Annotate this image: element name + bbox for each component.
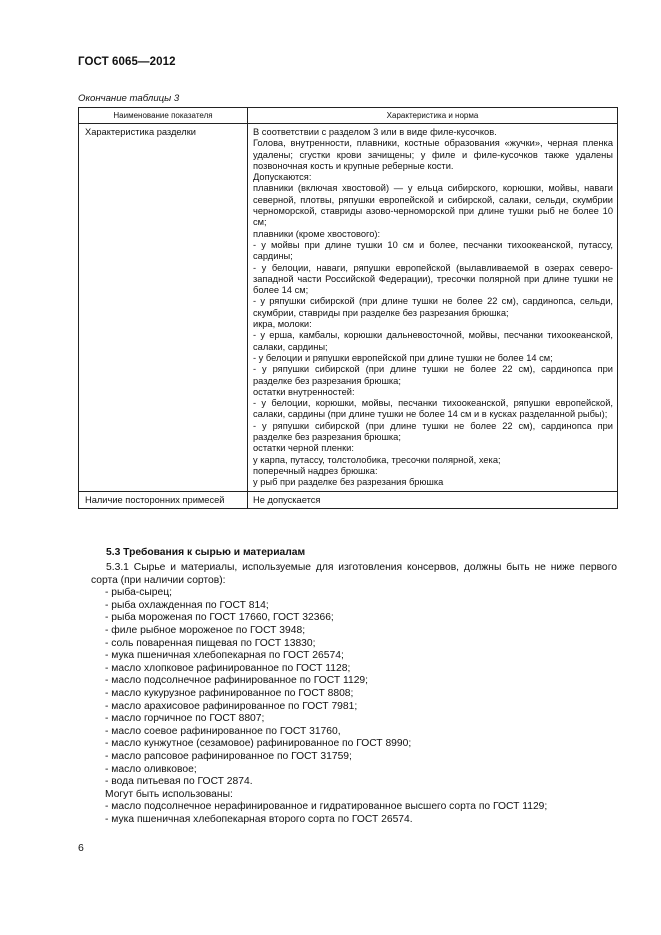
value-line: поперечный надрез брюшка: — [253, 465, 378, 476]
column-header-indicator: Наименование показателя — [79, 108, 248, 124]
characteristics-table — [78, 107, 618, 509]
list-item: - масло арахисовое рафинированное по ГОСТ 7981; — [105, 700, 358, 712]
row-name-impurities: Наличие посторонних примесей — [79, 491, 248, 508]
list-item: - масло кукурузное рафинированное по ГОСТ 8808; — [105, 687, 354, 699]
table-header-row — [79, 108, 618, 124]
row-value-cutting — [248, 124, 618, 492]
value-line: остатки черной пленки: — [253, 443, 354, 454]
value-line: плавники (включая хвостовой) — у ельца сибирского, корюшки, мойвы, наваги северной, плотвы, ряпушки европейской и сибирской, салаки, сельди, скумбрии черноморской, ставриды азово-черноморской при длине тушки рыб не более 10 см; — [253, 183, 613, 228]
document-code: ГОСТ 6065—2012 — [78, 56, 176, 68]
list-item: - рыба-сырец; — [105, 587, 172, 599]
list-item: - масло оливковое; — [105, 763, 197, 775]
value-line: икра, молоки: — [253, 319, 312, 330]
list-item: - масло подсолнечное рафинированное по ГОСТ 1129; — [105, 675, 369, 687]
value-line: В соответствии с разделом 3 или в виде филе-кусочков. — [253, 127, 497, 137]
value-line: плавники (кроме хвостового): — [253, 228, 381, 239]
column-header-norm: Характеристика и норма — [248, 108, 618, 124]
section-title: 5.3 Требования к сырью и материалам — [106, 547, 306, 558]
value-line: - у ряпушки сибирской (при длине тушки не более 22 см), сардинопса при разделке без разрезания брюшка; — [253, 420, 613, 443]
list-item: - масло горчичное по ГОСТ 8807; — [105, 713, 265, 725]
list-item: - вода питьевая по ГОСТ 2874. — [105, 776, 253, 788]
may-use-heading: Могут быть использованы: — [105, 788, 233, 800]
row-name-cutting: Характеристика разделки — [79, 124, 248, 492]
table-row — [79, 124, 618, 492]
table-row — [79, 491, 618, 508]
list-item: - мука пшеничная хлебопекарная по ГОСТ 26574; — [105, 650, 344, 662]
value-line: остатки внутренностей: — [253, 386, 355, 397]
value-line: - у ряпушки сибирской (при длине тушки не более 22 см), сардинопса, сельди, скумбрии, ставриды при разделке без разрезания брюшка; — [253, 296, 613, 318]
list-item: - масло хлопковое рафинированное по ГОСТ 1128; — [105, 662, 351, 674]
value-line: - у белоции, корюшки, мойвы, песчанки тихоокеанской, ряпушки европейской, салаки, сардины (при длине тушки не более 14 см и в кусках разделанной рыбы); — [253, 398, 613, 420]
row-value-impurities — [248, 491, 618, 508]
intro-paragraph: 5.3.1 Сырье и материалы, используемые для изготовления консервов, должны быть не ниже первого сорта (при наличии сортов): — [91, 562, 617, 586]
list-item: - масло подсолнечное нерафинированное и гидратированное высшего сорта по ГОСТ 1129; — [105, 801, 548, 813]
page-number: 6 — [78, 842, 84, 854]
value-line: - у ряпушки сибирской (при длине тушки не более 22 см), сардинопса при разделке без разрезания брюшка; — [253, 364, 613, 386]
value-line: Голова, внутренности, плавники, костные образования «жучки», черная пленка удалены; сгустки крови зачищены; у филе и филе-кусочков также удалены позвоночная кость и крупные реберные кости. — [253, 138, 613, 171]
list-item: - рыба мороженая по ГОСТ 17660, ГОСТ 32366; — [105, 612, 334, 624]
value-line: у карпа, путассу, толстолобика, тресочки полярной, хека; — [253, 454, 501, 465]
list-item: - филе рыбное мороженое по ГОСТ 3948; — [105, 624, 306, 636]
list-item: - масло кунжутное (сезамовое) рафинированное по ГОСТ 8990; — [105, 738, 412, 750]
value-line: - у белоции, наваги, ряпушки европейской (вылавливаемой в озерах северо-западной части Российской Федерации), тресочки полярной при длине тушки не более 14 см; — [253, 262, 613, 296]
value-line: у рыб при разделке без разрезания брюшка — [253, 477, 444, 488]
list-item: - рыба охлажденная по ГОСТ 814; — [105, 599, 269, 611]
list-item: - масло рапсовое рафинированное по ГОСТ 31759; — [105, 750, 352, 762]
list-item: - масло соевое рафинированное по ГОСТ 31760, — [105, 725, 341, 737]
list-item: - соль поваренная пищевая по ГОСТ 13830; — [105, 637, 316, 649]
table-caption: Окончание таблицы 3 — [78, 93, 180, 104]
value-line: Не допускается — [253, 494, 321, 505]
section-body — [91, 562, 617, 826]
value-line: - у ерша, камбалы, корюшки дальневосточной, мойвы, песчанки тихоокеанской, салаки, сардины; — [253, 330, 613, 352]
list-item: - мука пшеничная хлебопекарная второго сорта по ГОСТ 26574. — [105, 813, 413, 825]
value-line: Допускаются: — [253, 172, 312, 183]
value-line: - у белоции и ряпушки европейской при длине тушки не более 14 см; — [253, 352, 553, 363]
value-line: - у мойвы при длине тушки 10 см и более, песчанки тихоокеанской, путассу, сардины; — [253, 239, 613, 262]
